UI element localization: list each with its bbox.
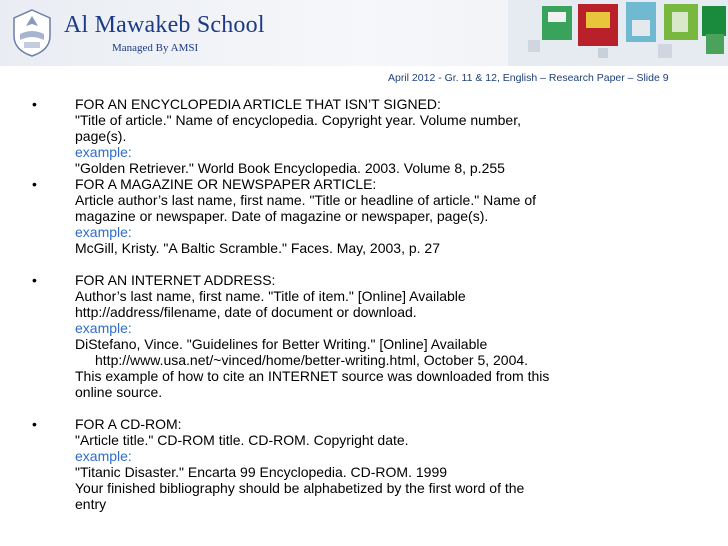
note-line: Your finished bibliography should be alphabetized by the first word of the	[75, 480, 525, 496]
format-line: "Article title." CD-ROM title. CD-ROM. Copyright date.	[75, 432, 409, 448]
example-text: "Golden Retriever." World Book Encyclopedia. 2003. Volume 8, p.255	[75, 160, 505, 176]
bullet-heading: FOR A MAGAZINE OR NEWSPAPER ARTICLE:	[75, 176, 377, 192]
note-line: This example of how to cite an INTERNET source was downloaded from this	[75, 368, 550, 384]
citation-list	[32, 96, 662, 512]
example-label: example:	[75, 320, 132, 336]
note-line: online source.	[75, 384, 163, 400]
slide-info: April 2012 - Gr. 11 & 12, English – Research Paper – Slide 9	[388, 72, 669, 84]
format-line: "Title of article." Name of encyclopedia. Copyright year. Volume number,	[75, 112, 521, 128]
school-emblem-icon	[10, 8, 54, 58]
format-line: magazine or newspaper. Date of magazine or newspaper, page(s).	[75, 208, 489, 224]
bullet-heading: FOR AN ENCYCLOPEDIA ARTICLE THAT ISN’T SIGNED:	[75, 96, 441, 112]
note-line: entry	[75, 496, 107, 512]
photo-collage	[508, 0, 728, 66]
bullet-icon: •	[32, 96, 37, 112]
spacer	[32, 256, 662, 272]
bullet-icon: •	[32, 272, 37, 288]
list-item	[32, 272, 662, 400]
example-label: example:	[75, 224, 132, 240]
format-line: http://address/filename, date of document or download.	[75, 304, 417, 320]
managed-by-label: Managed By AMSI	[112, 42, 199, 54]
list-item	[32, 96, 662, 176]
list-item	[32, 416, 662, 512]
example-text: "Titanic Disaster." Encarta 99 Encyclopedia. CD-ROM. 1999	[75, 464, 448, 480]
slide-header	[0, 0, 728, 66]
example-text-continued: http://www.usa.net/~vinced/home/better-writing.html, October 5, 2004.	[95, 352, 529, 368]
example-text: McGill, Kristy. "A Baltic Scramble." Faces. May, 2003, p. 27	[75, 240, 440, 256]
example-label: example:	[75, 144, 132, 160]
bullet-heading: FOR AN INTERNET ADDRESS:	[75, 272, 276, 288]
bullet-icon: •	[32, 416, 37, 432]
format-line: page(s).	[75, 128, 127, 144]
example-text: DiStefano, Vince. "Guidelines for Better Writing." [Online] Available	[75, 336, 488, 352]
bullet-icon: •	[32, 176, 37, 192]
bullet-heading: FOR A CD-ROM:	[75, 416, 182, 432]
example-label: example:	[75, 448, 132, 464]
format-line: Author’s last name, first name. "Title of item." [Online] Available	[75, 288, 466, 304]
format-line: Article author’s last name, first name. "Title or headline of article." Name of	[75, 192, 536, 208]
spacer	[32, 400, 662, 416]
school-name: Al Mawakeb School	[64, 12, 265, 38]
list-item	[32, 176, 662, 256]
